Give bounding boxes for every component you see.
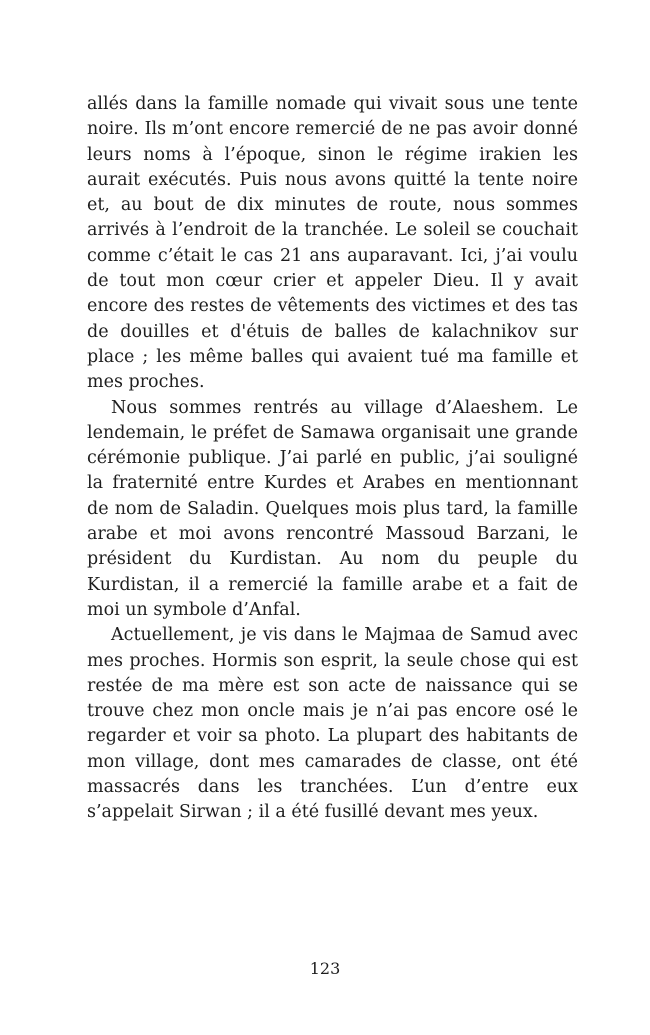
paragraph-continuation: allés dans la famille nomade qui vivait sous une tente noire. Ils m’ont encore remercié de ne pas avoir donné leurs noms à l’époque, sinon le régime irakien les aurait exécutés. Puis nous avons quitté la tente noire et, au bout de dix minutes de route, nous sommes arrivés à l’endroit de la tranchée. Le soleil se couchait comme c’était le cas 21 ans auparavant. Ici, j’ai voulu de tout mon cœur crier et appeler Dieu. Il y avait encore des restes de vêtements des victimes et des tas de douilles et d'étuis de balles de kalachnikov sur place ; les même balles qui avaient tué ma famille et mes proches. [87,94,578,393]
paragraph-current-life: Actuellement, je vis dans le Majmaa de Samud avec mes proches. Hormis son esprit, la seule chose qui est restée de ma mère est son acte de naissance qui se trouve chez mon oncle mais je n’ai pas encore osé le regarder et voir sa photo. La plupart des habitants de mon village, dont mes camarades de classe, ont été massacrés dans les tranchées. L’un d’entre eux s’appelait Sirwan ; il a été fusillé devant mes yeux. [87,625,578,823]
body-text [87,92,578,826]
page-number: 123 [309,959,341,978]
paragraph-return-village: Nous sommes rentrés au village d’Alaeshem. Le lendemain, le préfet de Samawa organisait une grande cérémonie publique. J’ai parlé en public, j’ai souligné la fraternité entre Kurdes et Arabes en mentionnant de nom de Saladin. Quelques mois plus tard, la famille arabe et moi avons rencontré Massoud Barzani, le président du Kurdistan. Au nom du peuple du Kurdistan, il a remercié la famille arabe et a fait de moi un symbole d’Anfal. [87,397,578,620]
